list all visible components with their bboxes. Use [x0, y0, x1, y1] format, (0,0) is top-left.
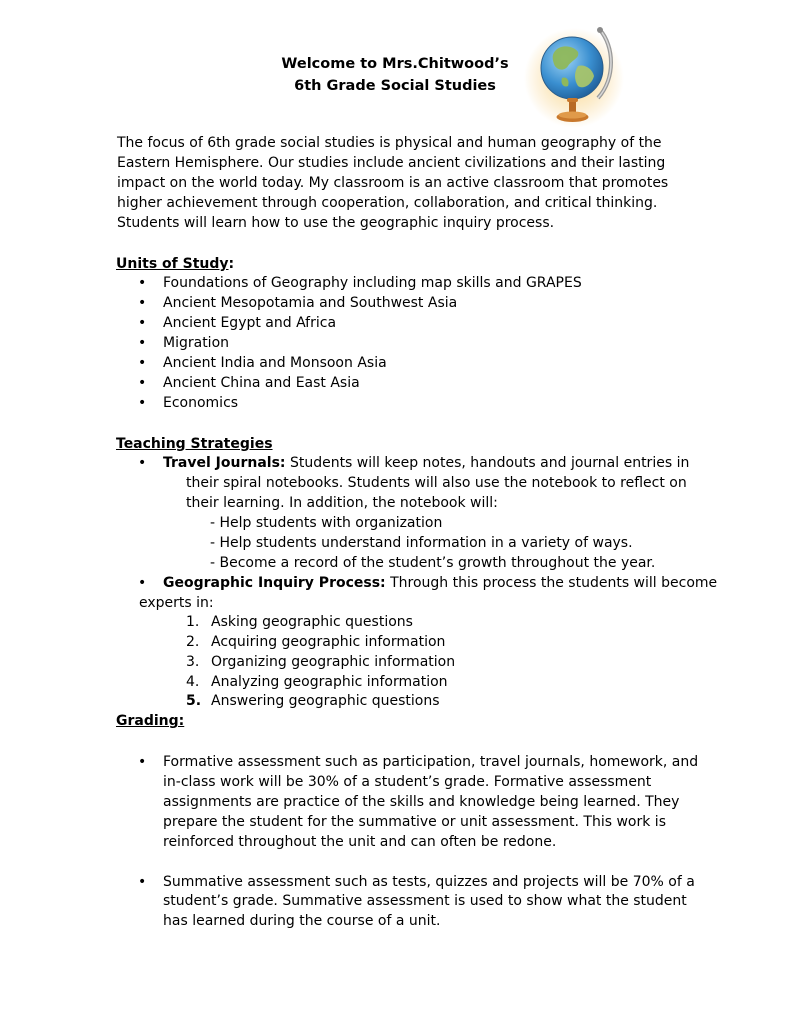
- step-text: Answering geographic questions: [211, 693, 440, 709]
- step-text: Organizing geographic information: [211, 654, 456, 670]
- intro-line: Students will learn how to use the geographic inquiry process.: [117, 215, 555, 231]
- formative-line: prepare the student for the summative or unit assessment. This work is: [163, 814, 666, 830]
- intro-line: The focus of 6th grade social studies is physical and human geography of the: [117, 135, 662, 151]
- formative-line: assignments are practice of the skills and knowledge being learned. They: [163, 794, 680, 810]
- list-item: Economics: [163, 395, 239, 411]
- page-title: Welcome to Mrs.Chitwood’s: [281, 56, 509, 72]
- summative-line: has learned during the course of a unit.: [163, 913, 441, 929]
- list-item: Ancient India and Monsoon Asia: [163, 355, 387, 371]
- bullet: •: [138, 575, 147, 591]
- globe-icon: [522, 20, 624, 128]
- list-item: Migration: [163, 335, 230, 351]
- step-text: Analyzing geographic information: [211, 674, 448, 690]
- bullet: •: [138, 355, 147, 371]
- bullet: •: [138, 455, 147, 471]
- step-text: Asking geographic questions: [211, 614, 413, 630]
- journals-line: Travel Journals: Students will keep notes, handouts and journal entries in: [163, 455, 690, 471]
- step-number: 5.: [186, 693, 202, 709]
- step-number: 3.: [186, 654, 200, 670]
- formative-line: reinforced throughout the unit and can often be redone.: [163, 834, 557, 850]
- list-item: Ancient China and East Asia: [163, 375, 360, 391]
- journals-line: their spiral notebooks. Students will also use the notebook to reflect on: [186, 475, 687, 491]
- intro-line: higher achievement through cooperation, collaboration, and critical thinking.: [117, 195, 658, 211]
- list-item: Foundations of Geography including map skills and GRAPES: [163, 275, 582, 291]
- inquiry-line: experts in:: [139, 595, 214, 611]
- journals-label: Travel Journals:: [163, 455, 286, 471]
- bullet: •: [138, 315, 147, 331]
- units-heading: Units of Study:: [116, 256, 235, 272]
- journals-subitem: - Become a record of the student’s growth throughout the year.: [210, 555, 656, 571]
- list-item: Ancient Egypt and Africa: [163, 315, 337, 331]
- bullet: •: [138, 754, 147, 770]
- step-text: Acquiring geographic information: [211, 634, 446, 650]
- journals-line: their learning. In addition, the notebook will:: [186, 495, 498, 511]
- page-subtitle: 6th Grade Social Studies: [294, 78, 496, 94]
- step-number: 4.: [186, 674, 200, 690]
- step-number: 1.: [186, 614, 200, 630]
- list-item: Ancient Mesopotamia and Southwest Asia: [163, 295, 458, 311]
- journals-subitem: - Help students understand information in a variety of ways.: [210, 535, 633, 551]
- summative-line: student’s grade. Summative assessment is used to show what the student: [163, 893, 687, 909]
- inquiry-line: Geographic Inquiry Process: Through this process the students will become: [163, 575, 718, 591]
- bullet: •: [138, 375, 147, 391]
- bullet: •: [138, 874, 147, 890]
- intro-line: impact on the world today. My classroom is an active classroom that promotes: [117, 175, 669, 191]
- bullet: •: [138, 295, 147, 311]
- inquiry-label: Geographic Inquiry Process:: [163, 575, 386, 591]
- intro-line: Eastern Hemisphere. Our studies include ancient civilizations and their lasting: [117, 155, 666, 171]
- formative-line: Formative assessment such as participation, travel journals, homework, and: [163, 754, 699, 770]
- bullet: •: [138, 335, 147, 351]
- strategies-heading: Teaching Strategies: [116, 436, 273, 452]
- summative-line: Summative assessment such as tests, quizzes and projects will be 70% of a: [163, 874, 695, 890]
- grading-heading: Grading:: [116, 713, 185, 729]
- journals-subitem: - Help students with organization: [210, 515, 443, 531]
- bullet: •: [138, 275, 147, 291]
- formative-line: in-class work will be 30% of a student’s grade. Formative assessment: [163, 774, 652, 790]
- bullet: •: [138, 395, 147, 411]
- step-number: 2.: [186, 634, 200, 650]
